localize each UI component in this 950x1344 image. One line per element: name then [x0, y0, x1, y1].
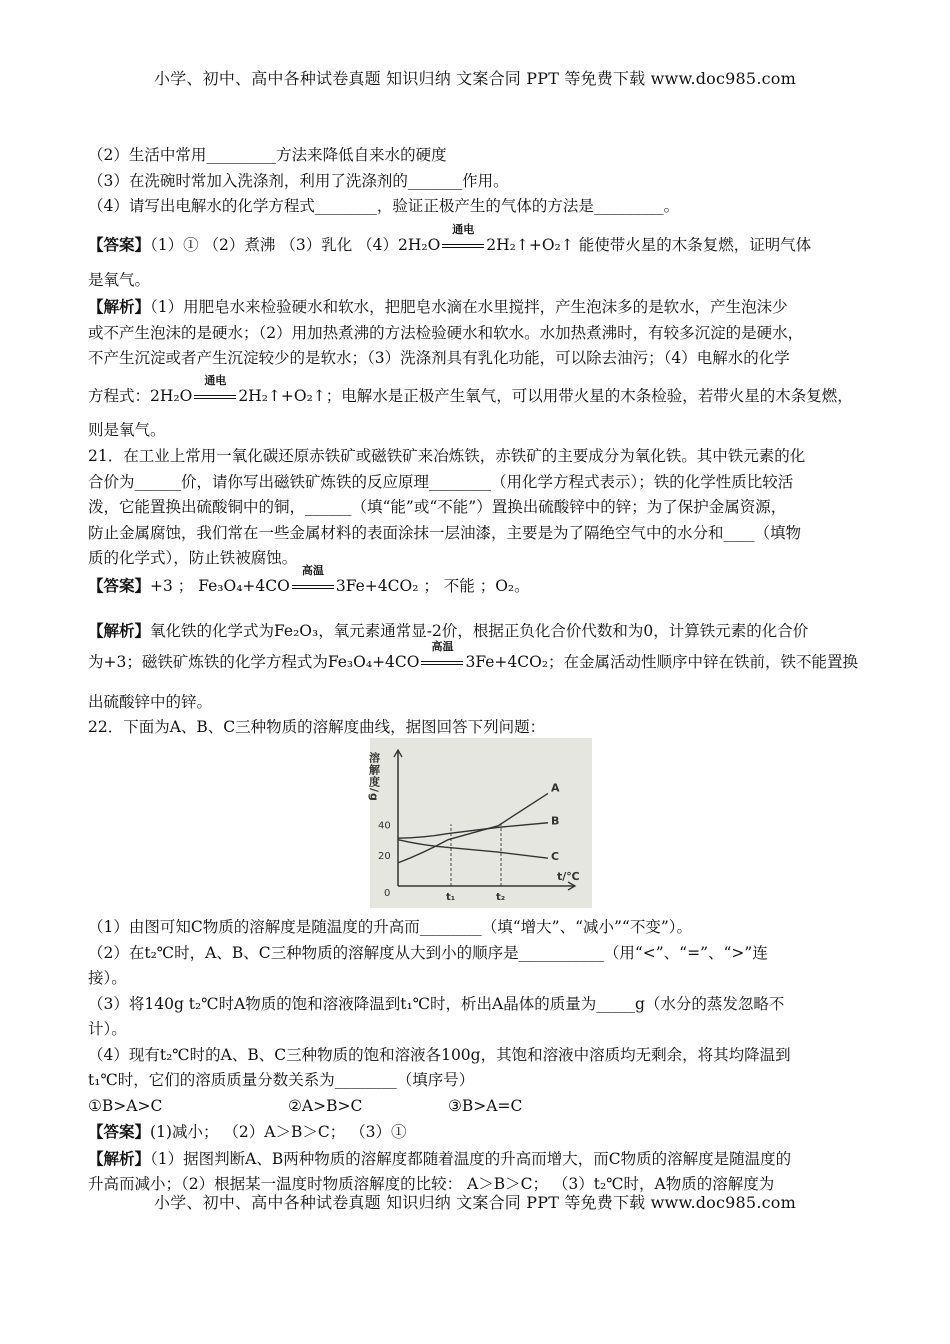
y-tick-label: 20: [378, 851, 391, 863]
q21-answer-text-a: +3 ； Fe₃O₄+4CO: [150, 577, 290, 595]
question-22: [88, 715, 868, 741]
series-curve-C: [398, 840, 548, 859]
solubility-chart-svg: [367, 738, 592, 908]
q20-explanation-eq: [88, 374, 868, 410]
q22-answer-text: (1)减小； （2）A＞B＞C； （3）①: [150, 1123, 407, 1141]
condition-mark: [442, 223, 484, 252]
q21-line-5: 质的化学式），防止铁被腐蚀。: [88, 549, 298, 567]
q22-exp-line-2: 升高而减小；（2）根据某一温度时物质溶解度的比较： A＞B＞C； （3）t₂℃时，A物质的溶解度为: [88, 1175, 775, 1193]
answer-label: 【答案】: [88, 1122, 151, 1141]
q21-line-2: 合价为______价，请你写出磁铁矿炼铁的反应原理________（用化学方程式表示）；铁的化学性质比较活: [88, 472, 794, 491]
page-header: 小学、初中、高中各种试卷真题 知识归纳 文案合同 PPT 等免费下载 www.doc985.com: [154, 69, 796, 88]
y-axis-label: 溶解度/g: [367, 752, 381, 802]
q20-exp-line-1: （1）用肥皂水来检验硬水和软水，把肥皂水滴在水里搅拌，产生泡沫多的是软水，产生泡沫少: [150, 298, 788, 316]
q22-part-2a: （2）在t₂℃时，A、B、C三种物质的溶解度从大到小的顺序是___________（用“<”、“=”、“>”连: [88, 943, 768, 962]
q21-exp-line-1: 氧化铁的化学式为Fe₂O₃，氧元素通常显-2价，根据正负化合价代数和为0，计算铁元素的化合价: [150, 622, 809, 640]
condition-text: 高温: [301, 564, 324, 577]
y-tick-label: 40: [378, 820, 391, 832]
option-3: ③B>A=C: [448, 1096, 523, 1115]
condition-text: 通电: [452, 223, 475, 236]
q21-exp-line-3: 出硫酸锌中的锌。: [88, 693, 213, 711]
q20-part-3: （3）在洗碗时常加入洗涤剂，利用了洗涤剂的_______作用。: [88, 171, 509, 190]
option-1: ①B>A>C: [88, 1096, 163, 1115]
condition-mark: [421, 640, 463, 669]
q20-exp-line-4b: 2H₂↑+O₂↑；电解水是正极产生氧气，可以用带火星的木条检验，若带火星的木条复燃，: [238, 387, 853, 405]
q22-part-2b: 接）。: [88, 969, 127, 987]
explanation-label: 【解析】: [88, 297, 151, 316]
condition-mark: [292, 564, 334, 593]
x-tick-label: t₁: [446, 892, 456, 903]
question-21: [88, 444, 868, 572]
series-curve-B: [398, 823, 548, 838]
condition-text: 高温: [431, 640, 454, 653]
explanation-label: 【解析】: [88, 621, 151, 640]
q20-answer-cont: [88, 268, 868, 294]
q21-exp-line-2a: 为+3；磁铁矿炼铁的化学方程式为Fe₃O₄+4CO: [88, 653, 420, 671]
series-curve-A: [398, 793, 548, 862]
q21-explanation: [88, 618, 868, 645]
q22-options: [88, 1094, 868, 1120]
q20-explanation-end: [88, 418, 868, 444]
condition-mark: [194, 374, 236, 403]
question-20: [88, 143, 868, 220]
q22-part-4a: （4）现有t₂℃时的A、B、C三种物质的饱和溶液各100g，其饱和溶液中溶质均无剩余，将其均降温到: [88, 1045, 791, 1064]
explanation-label: 【解析】: [88, 1148, 151, 1168]
q20-exp-line-4a: 方程式：2H₂O: [88, 387, 193, 405]
x-tick-label: t₂: [496, 892, 506, 903]
q22-part-3b: 计）。: [88, 1020, 127, 1038]
page-footer: 小学、初中、高中各种试卷真题 知识归纳 文案合同 PPT 等免费下载 www.doc985.com: [154, 1193, 796, 1212]
condition-text: 通电: [204, 374, 227, 387]
series-label-A: A: [551, 781, 560, 795]
q20-answer: [88, 223, 868, 259]
q20-exp-line-5: 则是氧气。: [88, 421, 166, 439]
q20-exp-line-3: 不产生沉淀或者产生沉淀较少的是软水；（3）洗涤剂具有乳化功能，可以除去油污；（4）电解水的化学: [88, 349, 790, 367]
q20-answer-text-c: 是氧气。: [88, 271, 151, 289]
q21-exp-line-2b: 3Fe+4CO₂；在金属活动性顺序中锌在铁前，铁不能置换: [465, 653, 859, 671]
q21-line-4: 防止金属腐蚀，我们常在一些金属材料的表面涂抹一层油漆，主要是为了隔绝空气中的水分和____（填物: [88, 523, 802, 542]
x-axis-label: t/℃: [557, 870, 580, 883]
q21-answer-text-b: 3Fe+4CO₂ ； 不能 ；O₂。: [335, 577, 530, 595]
q21-line-3: 泼，它能置换出硫酸铜中的铜，______（填“能”或“不能”）置换出硫酸锌中的锌；为了保护金属资源，: [88, 498, 787, 516]
q22-exp-line-1: （1）据图判断A、B两种物质的溶解度都随着温度的升高而增大，而C物质的溶解度是随温度的: [150, 1149, 792, 1168]
y-tick-label: 0: [384, 888, 391, 899]
q21-explanation-eq: [88, 640, 868, 676]
q22-line-1: 22．下面为A、B、C三种物质的溶解度曲线，据图回答下列问题：: [88, 718, 546, 736]
answer-label: 【答案】: [88, 576, 151, 595]
series-label-C: C: [551, 850, 560, 864]
q21-line-1: 21．在工业上常用一氧化碳还原赤铁矿或磁铁矿来冶炼铁，赤铁矿的主要成分为氧化铁。其中铁元素的化: [88, 447, 806, 465]
q20-part-4: （4）请写出电解水的化学方程式________，验证正极产生的气体的方法是_________。: [88, 197, 680, 215]
q22-part-4b: t₁℃时，它们的溶质质量分数关系为________（填序号）: [88, 1071, 475, 1089]
q20-answer-text-a: （1）① （2）煮沸 （3）乳化 （4）2H₂O: [150, 236, 441, 254]
q22-part-1: （1）由图可知C物质的溶解度是随温度的升高而________（填“增大”、“减小”“不变”）。: [88, 918, 693, 936]
q20-part-2: （2）生活中常用_________方法来降低自来水的硬度: [88, 146, 447, 164]
series-label-B: B: [551, 814, 560, 828]
q22-part-3a: （3）将140g t₂℃时A物质的饱和溶液降温到t₁℃时，析出A晶体的质量为_____g（水分的蒸发忽略不: [88, 994, 785, 1013]
q20-explanation: [88, 294, 868, 372]
option-2: ②A>B>C: [288, 1096, 363, 1115]
q21-answer: [88, 564, 868, 600]
answer-label: 【答案】: [88, 235, 151, 254]
q22-parts: [88, 915, 868, 1198]
q20-exp-line-2: 或不产生泡沫的是硬水；（2）用加热煮沸的方法检验硬水和软水。水加热煮沸时，有较多沉淀的是硬水，: [88, 323, 804, 342]
q20-answer-text-b: 2H₂↑+O₂↑ 能使带火星的木条复燃，证明气体: [486, 236, 812, 254]
q21-explanation-end: [88, 690, 868, 716]
solubility-chart: [367, 738, 592, 908]
